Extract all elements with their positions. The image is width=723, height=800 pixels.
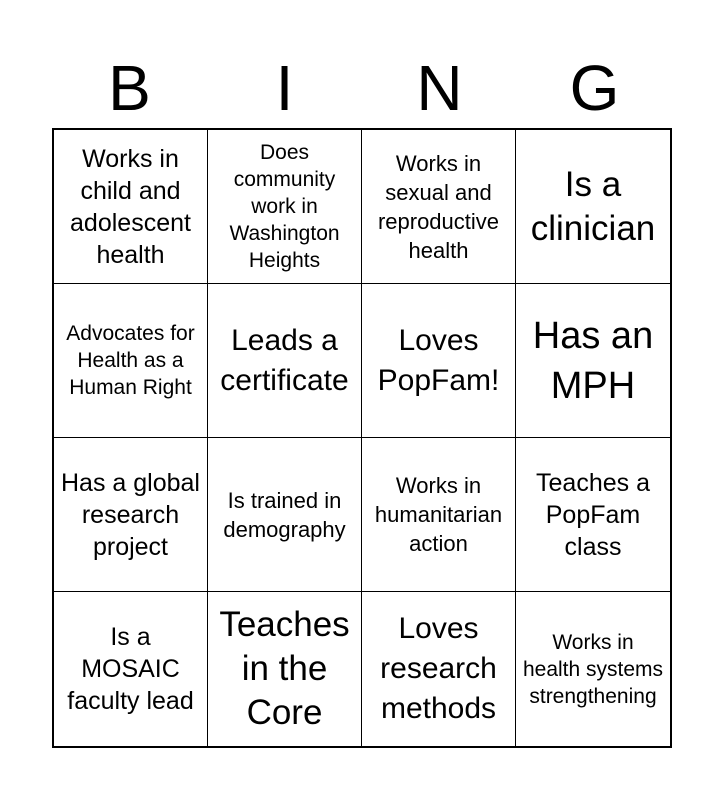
bingo-card-grid: [52, 128, 672, 748]
bingo-cell-r1c2[interactable]: [208, 130, 362, 284]
header-letter-n: N: [416, 52, 463, 124]
bingo-cell-text: Loves PopFam!: [377, 323, 500, 397]
bingo-cell-r3c3[interactable]: [362, 438, 516, 592]
bingo-cell-text: Works in humanitarian action: [374, 473, 503, 556]
bingo-cell-r2c3[interactable]: [362, 284, 516, 438]
bingo-cell-r2c2[interactable]: [208, 284, 362, 438]
bingo-cell-text: Works in sexual and reproductive health: [377, 150, 500, 263]
bingo-cell-r3c4[interactable]: [516, 438, 670, 592]
bingo-cell-r1c3[interactable]: [362, 130, 516, 284]
bingo-cell-r3c2[interactable]: [208, 438, 362, 592]
header-letter-b: B: [108, 52, 151, 124]
bingo-cell-r1c4[interactable]: [516, 130, 670, 284]
bingo-cell-r4c4[interactable]: [516, 592, 670, 746]
header-letter-g: G: [569, 52, 620, 124]
header-letter-i: I: [275, 52, 294, 124]
bingo-cell-text: Loves research methods: [380, 612, 497, 725]
bingo-cell-text: Does community work in Washington Heights: [229, 141, 340, 272]
bingo-cell-r1c1[interactable]: [54, 130, 208, 284]
bingo-header: [52, 50, 672, 126]
bingo-cell-r4c2[interactable]: [208, 592, 362, 746]
bingo-cell-text: Is a clinician: [530, 164, 656, 248]
bingo-cell-text: Is trained in demography: [223, 487, 346, 542]
bingo-cell-text: Has a global research project: [61, 468, 200, 561]
bingo-cell-r3c1[interactable]: [54, 438, 208, 592]
bingo-cell-text: Works in child and adolescent health: [70, 144, 191, 269]
bingo-cell-text: Advocates for Health as a Human Right: [66, 322, 195, 399]
bingo-cell-text: Is a MOSAIC faculty lead: [67, 623, 194, 715]
bingo-cell-r4c1[interactable]: [54, 592, 208, 746]
bingo-cell-text: Teaches a PopFam class: [536, 468, 650, 561]
bingo-cell-text: Has an MPH: [532, 314, 654, 407]
bingo-cell-r2c4[interactable]: [516, 284, 670, 438]
bingo-cell-text: Teaches in the Core: [219, 605, 350, 732]
bingo-cell-text: Leads a certificate: [220, 323, 349, 397]
bingo-cell-text: Works in health systems strengthening: [522, 630, 664, 708]
bingo-cell-r2c1[interactable]: [54, 284, 208, 438]
bingo-cell-r4c3[interactable]: [362, 592, 516, 746]
